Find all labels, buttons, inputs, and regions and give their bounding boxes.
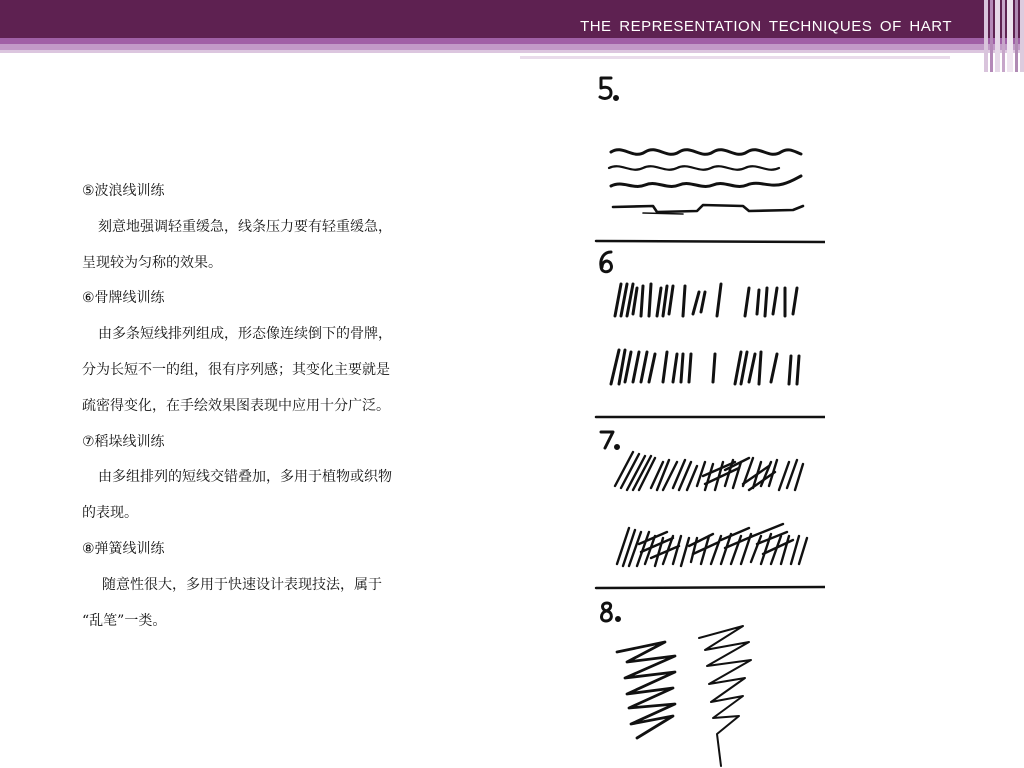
section-heading: ⑦稻垛线训练 xyxy=(82,433,165,450)
body-paragraph: 分为长短不一的组，很有序列感；其变化主要就是 xyxy=(82,361,390,378)
header-rule xyxy=(520,56,950,59)
section-number-7 xyxy=(601,432,619,449)
section-heading: ⑧弹簧线训练 xyxy=(82,540,165,557)
section-heading: ⑥骨牌线训练 xyxy=(82,290,165,307)
body-paragraph: 由多条短线排列组成，形态像连续倒下的骨牌， xyxy=(98,326,392,343)
body-paragraph: 的表现。 xyxy=(82,505,138,522)
decorative-bars xyxy=(984,0,1024,72)
body-paragraph: “乱笔”一类。 xyxy=(82,612,167,629)
line-practice-sketch xyxy=(593,66,825,768)
domino-line-sample xyxy=(611,284,799,384)
body-paragraph: 刻意地强调轻重缓急，线条压力要有轻重缓急， xyxy=(98,218,392,235)
body-text xyxy=(82,180,472,645)
haystack-line-sample xyxy=(615,452,807,566)
section-number-5 xyxy=(600,78,618,100)
body-paragraph: 随意性很大，多用于快速设计表现技法，属于 xyxy=(102,576,382,593)
header-stripe xyxy=(0,50,1024,53)
spring-line-sample xyxy=(617,626,751,766)
sketch-svg xyxy=(593,66,825,768)
section-divider xyxy=(596,241,825,242)
body-paragraph: 呈现较为匀称的效果。 xyxy=(82,254,222,271)
body-paragraph: 疏密得变化，在手绘效果图表现中应用十分广泛。 xyxy=(82,397,390,414)
section-number-6 xyxy=(601,252,612,272)
section-number-8 xyxy=(602,603,620,621)
section-divider xyxy=(596,587,825,588)
body-paragraph: 由多组排列的短线交错叠加，多用于植物或织物 xyxy=(98,469,392,486)
wavy-line-sample xyxy=(609,150,803,214)
header-title: THE REPRESENTATION TECHNIQUES OF HART xyxy=(580,18,952,35)
section-heading: ⑤波浪线训练 xyxy=(82,183,165,199)
